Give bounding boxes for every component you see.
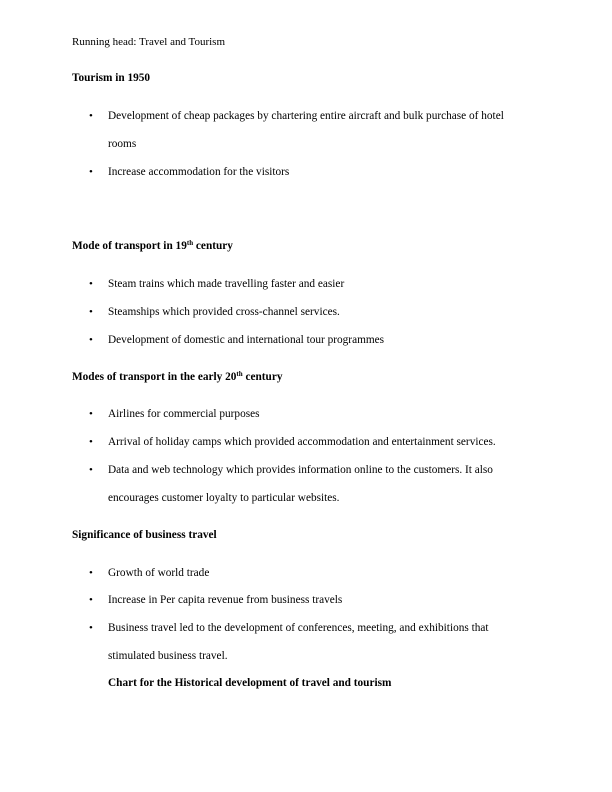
list-item: Business travel led to the development of conferences, meeting, and exhibitions that	[108, 622, 489, 634]
bullet-icon: •	[89, 166, 93, 178]
list-item-continuation: stimulated business travel.	[108, 650, 228, 662]
list-item: Growth of world trade	[108, 567, 210, 579]
chart-caption: Chart for the Historical development of travel and tourism	[108, 677, 392, 689]
list-item: Development of cheap packages by chartering entire aircraft and bulk purchase of hotel	[108, 110, 504, 122]
running-head: Running head: Travel and Tourism	[72, 36, 226, 48]
bullet-icon: •	[89, 278, 93, 290]
list-item-continuation: encourages customer loyalty to particular websites.	[108, 492, 340, 504]
section-heading-tourism-1950: Tourism in 1950	[72, 72, 151, 84]
section-heading-19th-century: Mode of transport in 19th century	[72, 239, 233, 252]
bullet-icon: •	[89, 594, 93, 606]
list-item: Arrival of holiday camps which provided accommodation and entertainment services.	[108, 436, 496, 448]
list-item: Steam trains which made travelling faster and easier	[108, 278, 345, 290]
bullet-icon: •	[89, 110, 93, 122]
list-item: Airlines for commercial purposes	[108, 408, 260, 420]
list-item: Data and web technology which provides information online to the customers. It also	[108, 464, 493, 476]
list-item: Increase in Per capita revenue from business travels	[108, 594, 343, 606]
list-item-continuation: rooms	[108, 138, 137, 150]
section-heading-early-20th-century: Modes of transport in the early 20th century	[72, 370, 283, 383]
bullet-icon: •	[89, 622, 93, 634]
bullet-icon: •	[89, 567, 93, 579]
bullet-icon: •	[89, 408, 93, 420]
bullet-icon: •	[89, 334, 93, 346]
list-item: Increase accommodation for the visitors	[108, 166, 290, 178]
section-heading-business-travel: Significance of business travel	[72, 529, 217, 541]
bullet-icon: •	[89, 464, 93, 476]
list-item: Steamships which provided cross-channel services.	[108, 306, 340, 318]
bullet-icon: •	[89, 436, 93, 448]
bullet-icon: •	[89, 306, 93, 318]
list-item: Development of domestic and international tour programmes	[108, 334, 385, 346]
